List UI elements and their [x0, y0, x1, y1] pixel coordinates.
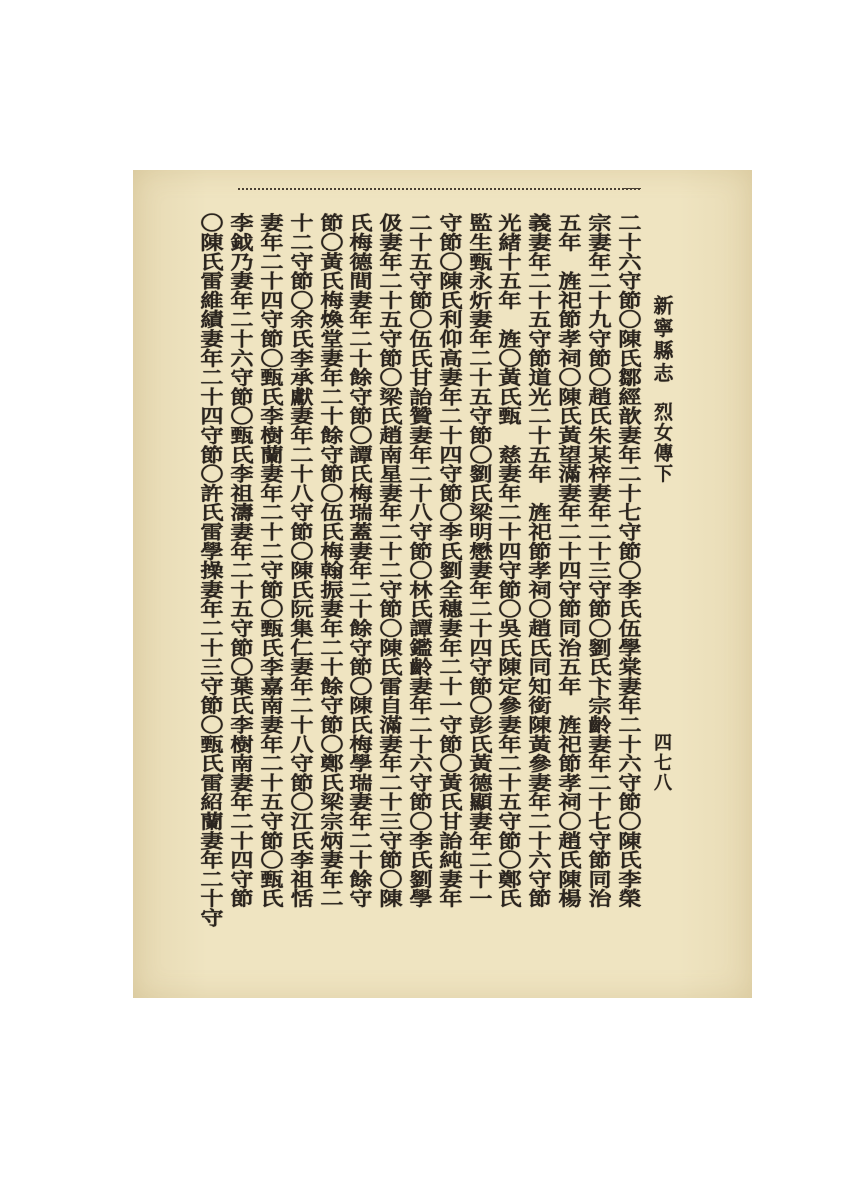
- text-column: 宗妻年二十九守節〇趙氏朱某梓妻年二十三守節〇劉氏卞宗齡妻年二十七守節同治: [584, 213, 612, 908]
- text-column: 〇陳氏雷維績妻年二十四守節〇許氏雷學操妻年二十三守節〇甄氏雷紹蘭妻年二十守: [196, 213, 224, 928]
- section-title: 烈女傳下: [651, 402, 673, 484]
- top-dotted-rule: [238, 188, 640, 190]
- text-column: 二十五守節〇伍氏甘詒贊妻年二十八守節〇林氏譚鑑齡妻年二十六守節〇李氏劉學: [405, 213, 433, 908]
- text-column: 李鉞乃妻年二十六守節〇甄氏李祖濤妻年二十五守節〇葉氏李樹南妻年二十四守節: [226, 213, 254, 908]
- page-number: 四七八: [651, 733, 672, 793]
- text-column: 節〇黃氏梅煥堂妻年二十餘守節〇伍氏梅翰振妻年二十餘守節〇鄭氏梁宗炳妻年二: [316, 213, 344, 908]
- text-column: 監生甄永炘妻年二十五守節〇劉氏梁明懋妻年二十四守節〇彭氏黃德顯妻年二十一: [465, 213, 493, 908]
- text-column: 五年 旌祀節孝祠〇陳氏黃望滿妻年二十四守節同治五年 旌祀節孝祠〇趙氏陳楊: [554, 213, 582, 908]
- text-column: 二十六守節〇陳氏鄒經歆妻年二十七守節〇李氏伍學棠妻年二十六守節〇陳氏李榮: [614, 213, 642, 908]
- text-column: 義妻年二十五守節道光二十五年 旌祀節孝祠〇趙氏同知銜陳黃參妻年二十六守節: [524, 213, 552, 908]
- text-column: 光緒十五年 旌〇黃氏甄 慈妻年二十四守節〇吳氏陳定參妻年二十五守節〇鄭氏: [494, 213, 522, 908]
- text-column: 十二守節〇余氏李承獻妻年二十八守節〇陳氏阮集仁妻年二十八守節〇江氏李祖恬: [286, 213, 314, 908]
- text-column: 妻年二十四守節〇甄氏李樹蘭妻年二十二守節〇甄氏李嘉南妻年二十五守節〇甄氏: [256, 213, 284, 908]
- book-title: 新寧縣志: [650, 295, 674, 385]
- text-column: 伋妻年二十五守節〇梁氏趙南星妻年二十二守節〇陳氏雷自滿妻年二十三守節〇陳: [375, 213, 403, 908]
- top-rule-end: [623, 188, 641, 189]
- text-column: 守節〇陳氏利仰高妻年二十四守節〇李氏劉全穗妻年二十一守節〇黃氏甘詒純妻年: [435, 213, 463, 908]
- scanned-page: [133, 170, 752, 998]
- text-column: 氏梅德間妻年二十餘守節〇譚氏梅瑞蓋妻年二十餘守節〇陳氏梅學瑞妻年二十餘守: [345, 213, 373, 908]
